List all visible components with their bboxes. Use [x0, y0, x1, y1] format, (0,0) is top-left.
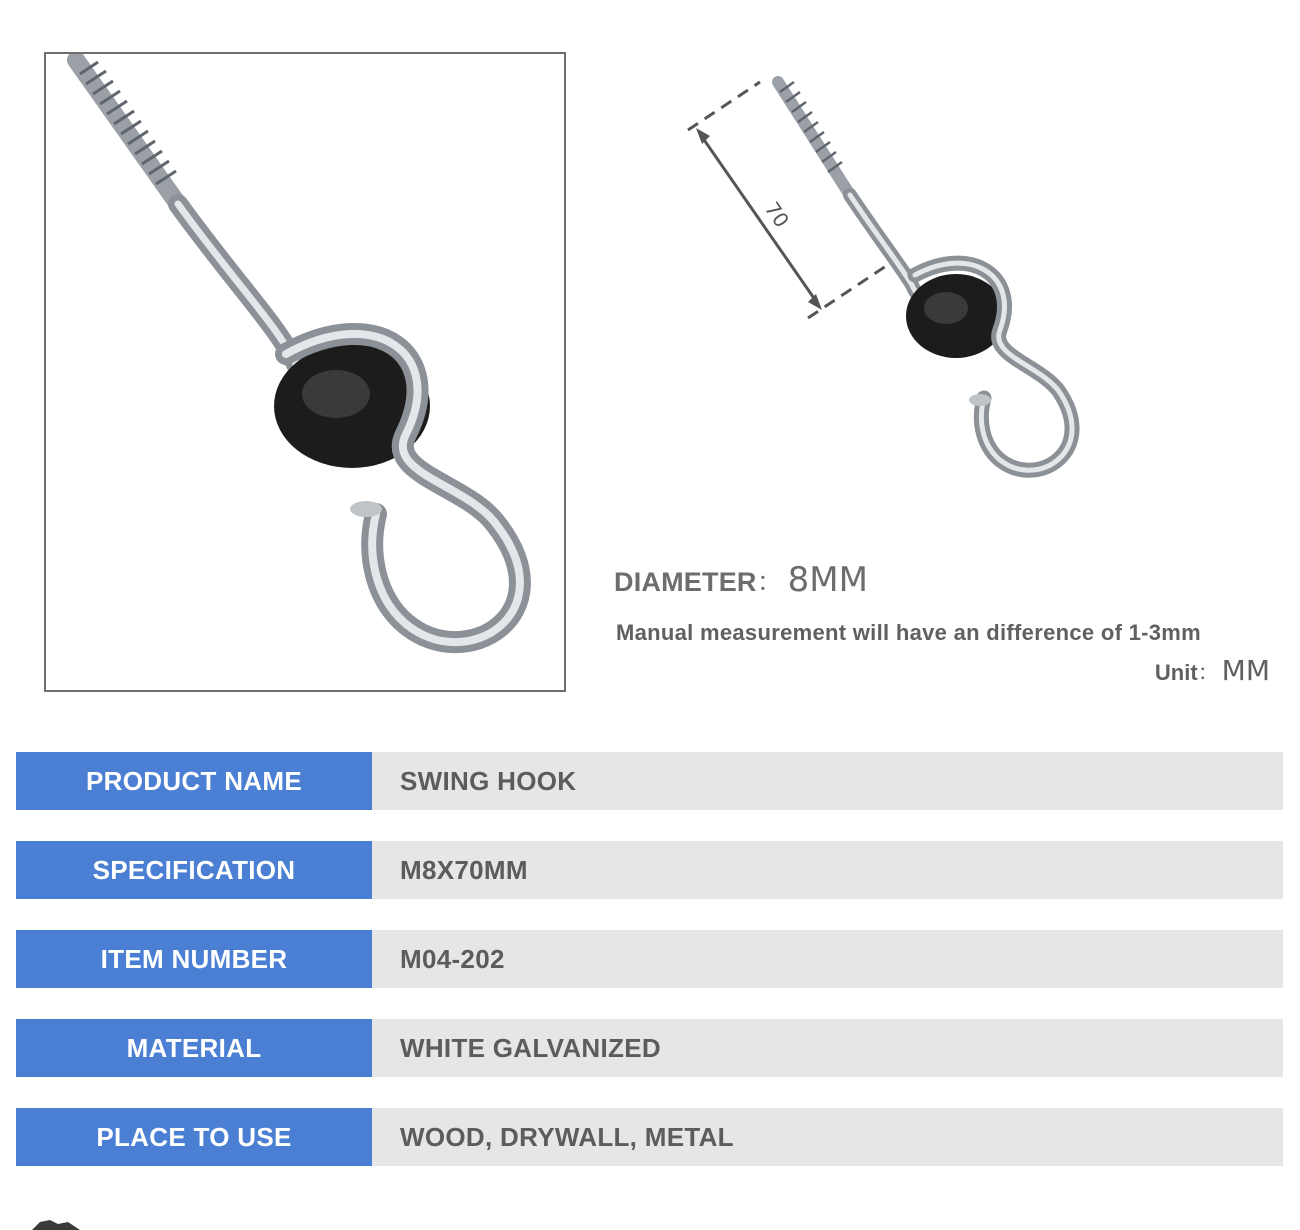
diameter-value: 8MM — [787, 560, 868, 600]
spec-label: MATERIAL — [16, 1019, 372, 1077]
spec-value: WHITE GALVANIZED — [372, 1019, 1283, 1077]
spec-row-item-number — [16, 930, 1283, 988]
diameter-separator: ： — [756, 567, 784, 597]
spec-value: M8X70MM — [372, 841, 1283, 899]
spec-row-specification — [16, 841, 1283, 899]
dimension-guide-top — [688, 82, 760, 130]
diameter-label: DIAMETER — [614, 567, 757, 597]
unit-value: MM — [1221, 654, 1270, 687]
measurement-note: Manual measurement will have an difference of 1-3mm — [616, 620, 1202, 645]
spec-row-place-to-use — [16, 1108, 1283, 1166]
spec-label: SPECIFICATION — [16, 841, 372, 899]
product-photo — [44, 52, 566, 692]
spec-row-material — [16, 1019, 1283, 1077]
dimension-label: 70 — [759, 197, 794, 232]
spec-label: PRODUCT NAME — [16, 752, 372, 810]
spec-label: PLACE TO USE — [16, 1108, 372, 1166]
screw-thread-photo — [76, 60, 178, 204]
unit-info — [1155, 654, 1270, 687]
spec-label: ITEM NUMBER — [16, 930, 372, 988]
dimension-arrow — [696, 128, 822, 310]
dimension-diagram — [660, 60, 1220, 530]
spec-value: WOOD, DRYWALL, METAL — [372, 1108, 1283, 1166]
spec-row-product-name — [16, 752, 1283, 810]
cropped-image-fragment — [28, 1216, 88, 1230]
spec-value: SWING HOOK — [372, 752, 1283, 810]
screw-thread-diagram — [778, 82, 850, 195]
spec-value: M04-202 — [372, 930, 1283, 988]
unit-separator: ： — [1197, 660, 1220, 685]
diameter-info — [614, 560, 868, 600]
unit-label: Unit — [1154, 660, 1198, 685]
